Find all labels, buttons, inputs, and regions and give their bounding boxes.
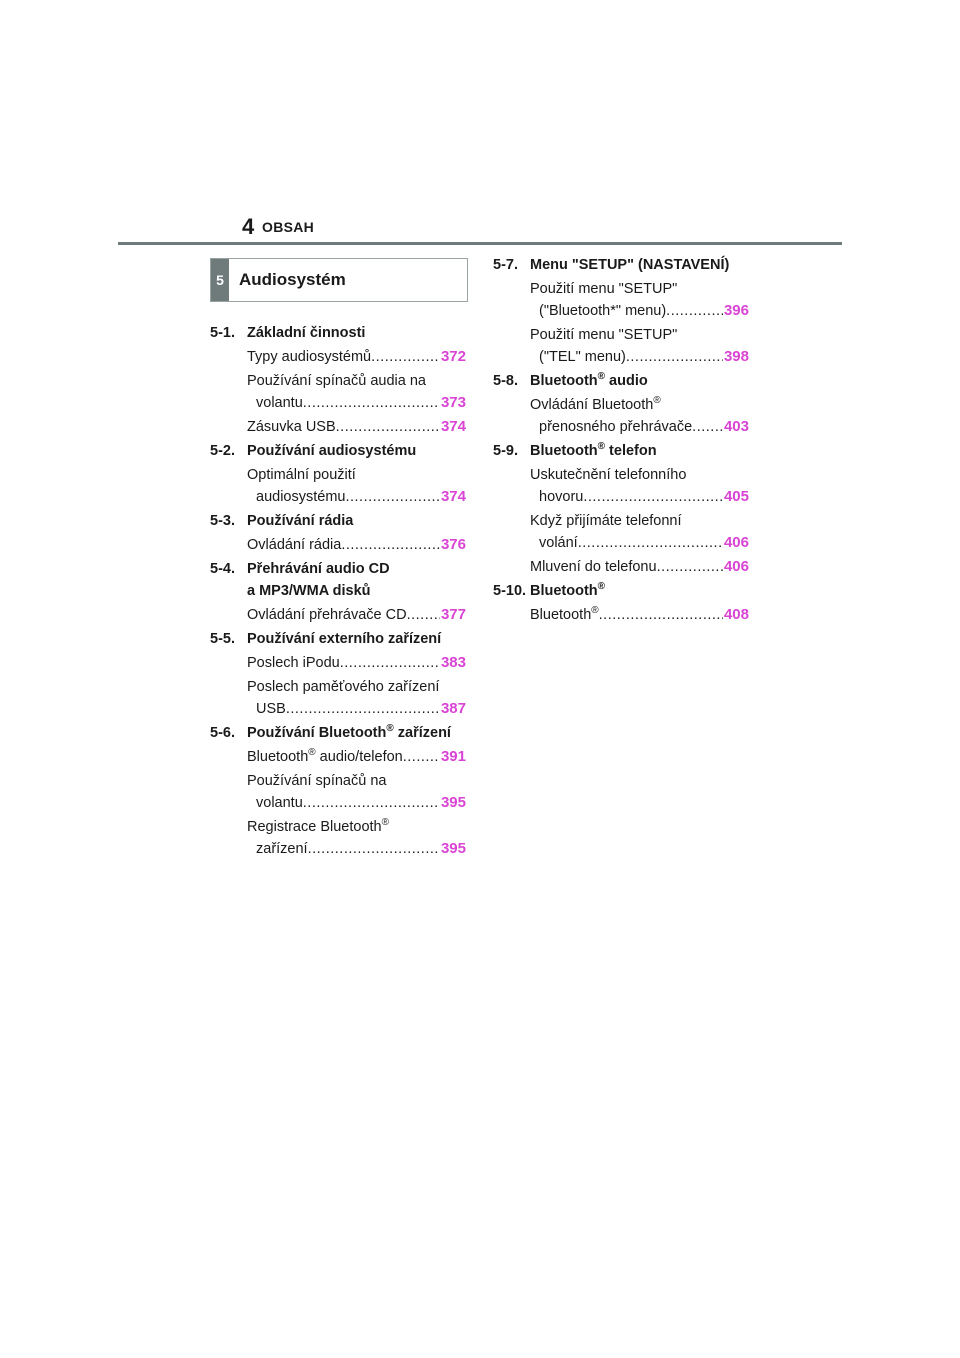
chapter-title-text: Menu "SETUP" (NASTAVENÍ) xyxy=(530,257,730,273)
page-reference-link[interactable]: 406 xyxy=(723,534,749,551)
dot-leader xyxy=(286,698,440,720)
toc-entry-line1 xyxy=(247,816,466,838)
page-reference-link[interactable]: 372 xyxy=(440,348,466,365)
dot-leader xyxy=(599,604,723,626)
page-reference-link[interactable]: 403 xyxy=(723,418,749,435)
chapter-title-text: Používání externího zařízení xyxy=(247,631,442,647)
page-reference-link[interactable]: 408 xyxy=(723,606,749,623)
page-reference-link[interactable]: 374 xyxy=(440,488,466,505)
toc-entry-text: volantu xyxy=(256,395,303,411)
chapter-title-text: Přehrávání audio CD xyxy=(247,561,390,577)
toc-entry-label xyxy=(530,604,599,626)
registered-mark: ® xyxy=(591,605,599,617)
toc-entry[interactable] xyxy=(530,464,749,508)
toc-entry-dotline xyxy=(247,792,466,814)
dot-leader xyxy=(583,486,723,508)
dot-leader xyxy=(345,486,440,508)
toc-entry-dotline xyxy=(530,300,749,322)
toc-entry-dotline xyxy=(530,532,749,554)
toc-entry-text: volantu xyxy=(256,795,303,811)
toc-entry[interactable] xyxy=(530,278,749,322)
toc-entry-line1 xyxy=(530,278,749,300)
toc-entry-text: Optimální použití xyxy=(247,467,356,483)
toc-entry-text: Registrace Bluetooth xyxy=(247,819,382,835)
toc-entry-text: Když přijímáte telefonní xyxy=(530,513,682,529)
toc-entry-text-suffix: audio/telefon xyxy=(315,749,403,765)
toc-entry-text: Uskutečnění telefonního xyxy=(530,467,687,483)
toc-entry-line1 xyxy=(530,394,749,416)
toc-entry-text: ("TEL" menu) xyxy=(539,349,626,365)
toc-entry-text: Bluetooth xyxy=(247,749,309,765)
toc-entry-label xyxy=(539,300,666,322)
toc-entry-text: Zásuvka USB xyxy=(247,419,336,435)
toc-entry-text: zařízení xyxy=(256,841,308,857)
page-reference-link[interactable]: 398 xyxy=(723,348,749,365)
chapter-heading xyxy=(210,440,466,462)
chapter-title-text: Bluetooth xyxy=(530,583,598,599)
toc-entry-label xyxy=(530,556,657,578)
chapter-number: 5-6. xyxy=(210,725,235,741)
chapter-title-suffix: telefon xyxy=(605,443,657,459)
toc-entry[interactable] xyxy=(530,556,749,578)
chapter-number: 5-3. xyxy=(210,513,235,529)
page-reference-link[interactable]: 377 xyxy=(440,606,466,623)
dot-leader xyxy=(303,792,440,814)
dot-leader xyxy=(341,534,440,556)
header-divider xyxy=(118,242,842,245)
dot-leader xyxy=(666,300,723,322)
toc-entry-dotline xyxy=(247,652,466,674)
chapter-title xyxy=(247,558,466,602)
toc-entry-line1 xyxy=(247,770,466,792)
toc-entry-label xyxy=(256,792,303,814)
toc-entry-label xyxy=(256,486,345,508)
toc-entry-dotline xyxy=(247,534,466,556)
chapter-heading xyxy=(210,628,466,650)
dot-leader xyxy=(692,416,723,438)
toc-entry-text: Mluvení do telefonu xyxy=(530,559,657,575)
section-number-tab: 5 xyxy=(211,259,229,301)
chapter-title-text: Bluetooth xyxy=(530,443,598,459)
page-reference-link[interactable]: 395 xyxy=(440,840,466,857)
toc-entry-label xyxy=(247,604,407,626)
toc-entry-label xyxy=(539,346,626,368)
page-reference-link[interactable]: 373 xyxy=(440,394,466,411)
toc-entry-text: přenosného přehrávače xyxy=(539,419,693,435)
toc-entry-dotline xyxy=(530,486,749,508)
toc-entry-line1 xyxy=(247,676,466,698)
dot-leader xyxy=(336,416,440,438)
toc-entry-text: Používání spínačů audia na xyxy=(247,373,426,389)
registered-mark: ® xyxy=(597,371,606,383)
page-reference-link[interactable]: 406 xyxy=(723,558,749,575)
chapter-title-suffix: audio xyxy=(605,373,648,389)
chapter-heading xyxy=(210,510,466,532)
page-reference-link[interactable]: 395 xyxy=(440,794,466,811)
dot-leader xyxy=(340,652,440,674)
chapter-title xyxy=(530,370,749,392)
toc-entry[interactable] xyxy=(247,534,466,556)
toc-entry[interactable] xyxy=(247,346,466,368)
toc-entry-label xyxy=(256,698,286,720)
toc-entry-text: Ovládání rádia xyxy=(247,537,342,553)
toc-entry-text: audiosystému xyxy=(256,489,346,505)
chapter-heading xyxy=(210,722,466,744)
toc-right-column xyxy=(493,252,749,626)
toc-entry-dotline xyxy=(530,416,749,438)
registered-mark: ® xyxy=(386,723,394,735)
chapter-heading xyxy=(493,254,749,276)
toc-entry-label xyxy=(539,416,692,438)
page-number: 4 xyxy=(242,214,255,239)
chapter-title-text: Používání Bluetooth xyxy=(247,725,387,741)
chapter-title-text: Bluetooth xyxy=(530,373,598,389)
toc-entry-text: Poslech paměťového zařízení xyxy=(247,679,440,695)
toc-entry-label xyxy=(247,416,336,438)
toc-entry-label xyxy=(247,534,341,556)
page-reference-link[interactable]: 396 xyxy=(723,302,749,319)
toc-entry[interactable] xyxy=(530,604,749,626)
dot-leader xyxy=(578,532,723,554)
toc-entry-text: ("Bluetooth*" menu) xyxy=(539,303,667,319)
chapter-number: 5-8. xyxy=(493,373,518,389)
toc-entry[interactable] xyxy=(530,324,749,368)
toc-entry-text: Použití menu "SETUP" xyxy=(530,327,678,343)
header-title: OBSAH xyxy=(262,219,315,235)
toc-entry[interactable] xyxy=(247,652,466,674)
toc-entry-line1 xyxy=(530,464,749,486)
toc-left-column xyxy=(210,320,466,860)
chapter-heading xyxy=(493,370,749,392)
section-title: Audiosystém xyxy=(239,270,346,289)
chapter-number: 5-2. xyxy=(210,443,235,459)
toc-entry-label xyxy=(256,392,303,414)
toc-entry-dotline xyxy=(247,416,466,438)
toc-entry[interactable] xyxy=(530,510,749,554)
toc-entry-text: Bluetooth xyxy=(530,607,592,623)
chapter-title-suffix: zařízení xyxy=(393,725,451,741)
page-reference-link[interactable]: 374 xyxy=(440,418,466,435)
chapter-number: 5-10. xyxy=(493,583,527,599)
toc-entry-dotline xyxy=(247,392,466,414)
chapter-title xyxy=(247,628,466,650)
toc-entry[interactable] xyxy=(247,370,466,414)
chapter-title-line2: a MP3/WMA disků xyxy=(247,583,371,599)
toc-entry-text: Ovládání přehrávače CD xyxy=(247,607,407,623)
chapter-heading xyxy=(493,440,749,462)
toc-entry-dotline xyxy=(247,838,466,860)
registered-mark: ® xyxy=(381,817,389,829)
toc-entry-dotline xyxy=(247,698,466,720)
chapter-title xyxy=(247,722,466,744)
chapter-title-text: Používání audiosystému xyxy=(247,443,417,459)
toc-entry-dotline xyxy=(530,346,749,368)
toc-entry[interactable] xyxy=(247,746,466,768)
chapter-title xyxy=(530,440,749,462)
toc-entry[interactable] xyxy=(530,394,749,438)
toc-entry-dotline xyxy=(530,604,749,626)
page-reference-link[interactable]: 383 xyxy=(440,654,466,671)
toc-entry-text: hovoru xyxy=(539,489,584,505)
toc-entry-text: USB xyxy=(256,701,286,717)
chapter-heading xyxy=(210,322,466,344)
chapter-number: 5-7. xyxy=(493,257,518,273)
registered-mark: ® xyxy=(597,441,606,453)
toc-entry-label xyxy=(539,486,583,508)
section-header-box xyxy=(210,258,468,302)
toc-entry-dotline xyxy=(247,746,466,768)
chapter-number: 5-9. xyxy=(493,443,518,459)
page-reference-link[interactable]: 405 xyxy=(723,488,749,505)
chapter-title xyxy=(247,322,466,344)
toc-entry-label xyxy=(256,838,308,860)
toc-entry-text: Používání spínačů na xyxy=(247,773,387,789)
dot-leader xyxy=(371,346,440,368)
dot-leader xyxy=(657,556,723,578)
page-reference-link[interactable]: 391 xyxy=(440,748,466,765)
toc-entry-label xyxy=(247,346,371,368)
toc-entry-label xyxy=(247,746,403,768)
toc-entry[interactable] xyxy=(247,416,466,438)
toc-entry-text: Ovládání Bluetooth xyxy=(530,397,654,413)
page-reference-link[interactable]: 387 xyxy=(440,700,466,717)
chapter-title-text: Používání rádia xyxy=(247,513,354,529)
toc-entry-label xyxy=(247,652,340,674)
chapter-heading xyxy=(493,580,749,602)
chapter-number: 5-4. xyxy=(210,561,235,577)
toc-entry-text: Použití menu "SETUP" xyxy=(530,281,678,297)
toc-entry-dotline xyxy=(247,604,466,626)
dot-leader xyxy=(308,838,440,860)
toc-entry[interactable] xyxy=(247,770,466,814)
chapter-number: 5-5. xyxy=(210,631,235,647)
toc-entry-text: volání xyxy=(539,535,578,551)
registered-mark: ® xyxy=(308,747,316,759)
toc-entry[interactable] xyxy=(247,676,466,720)
toc-entry-label xyxy=(539,532,578,554)
chapter-title xyxy=(247,510,466,532)
registered-mark: ® xyxy=(597,581,606,593)
toc-entry[interactable] xyxy=(247,604,466,626)
registered-mark: ® xyxy=(653,395,661,407)
chapter-title xyxy=(247,440,466,462)
chapter-title xyxy=(530,254,749,276)
toc-entry[interactable] xyxy=(247,464,466,508)
toc-entry-dotline xyxy=(247,486,466,508)
toc-entry-dotline xyxy=(247,346,466,368)
toc-entry-dotline xyxy=(530,556,749,578)
toc-entry-text: Poslech iPodu xyxy=(247,655,340,671)
toc-entry-line1 xyxy=(247,464,466,486)
toc-entry-line1 xyxy=(530,510,749,532)
toc-entry[interactable] xyxy=(247,816,466,860)
dot-leader xyxy=(403,746,440,768)
chapter-title xyxy=(530,580,749,602)
dot-leader xyxy=(626,346,723,368)
chapter-title-text: Základní činnosti xyxy=(247,325,366,341)
chapter-heading xyxy=(210,558,466,602)
dot-leader xyxy=(407,604,440,626)
page-reference-link[interactable]: 376 xyxy=(440,536,466,553)
chapter-number: 5-1. xyxy=(210,325,235,341)
toc-entry-line1 xyxy=(530,324,749,346)
toc-entry-text: Typy audiosystémů xyxy=(247,349,372,365)
dot-leader xyxy=(303,392,440,414)
toc-entry-line1 xyxy=(247,370,466,392)
